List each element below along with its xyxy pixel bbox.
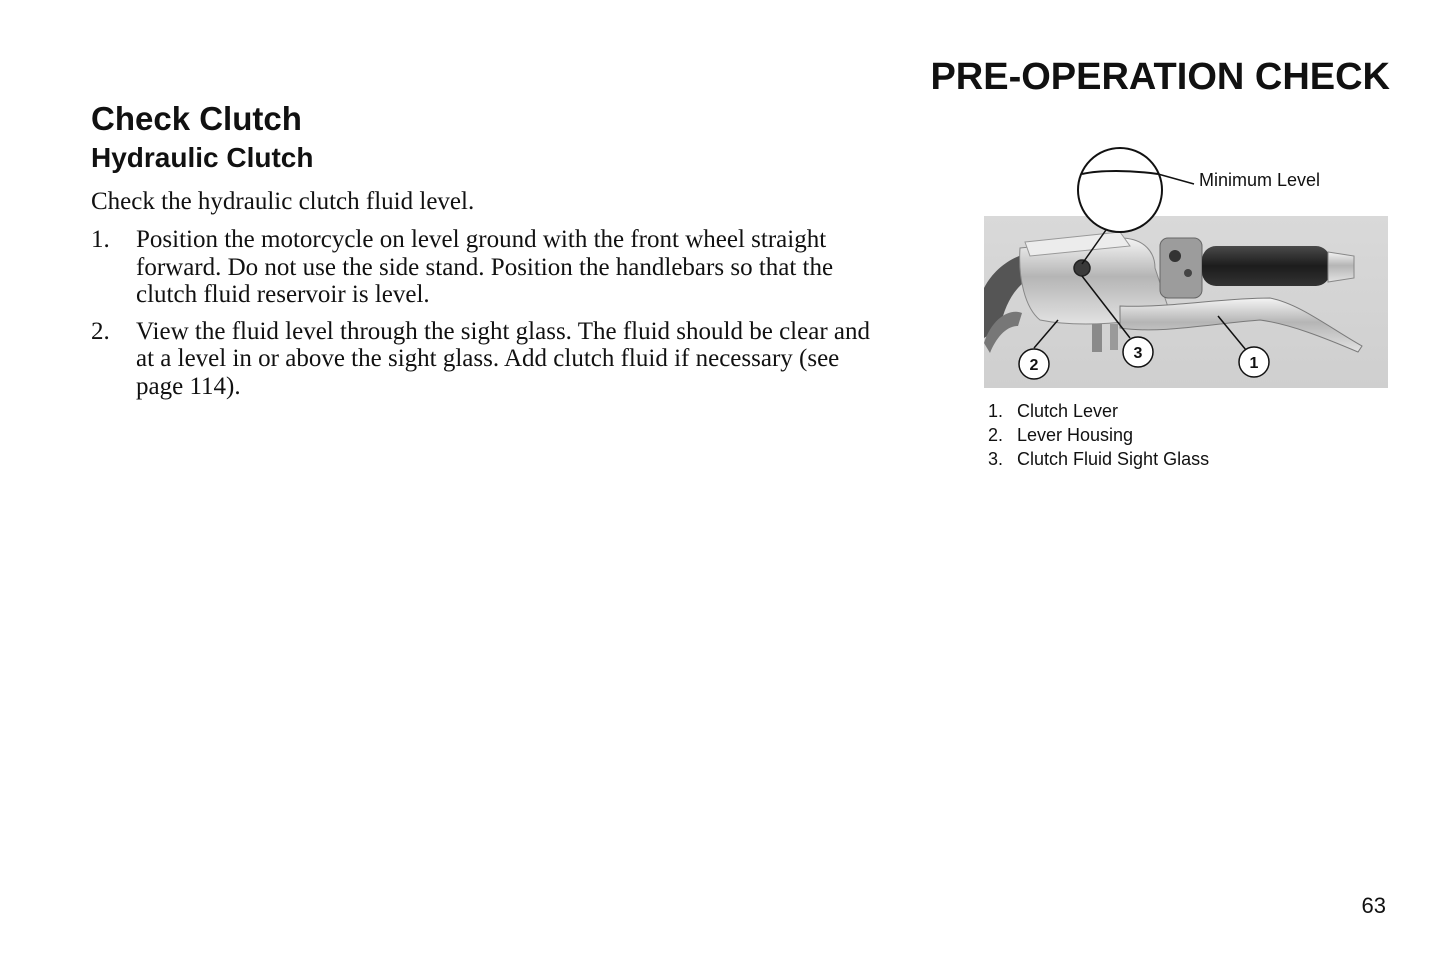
legend-label: Clutch Fluid Sight Glass bbox=[1017, 449, 1210, 469]
marker-3-label: 3 bbox=[1133, 345, 1143, 362]
step-item bbox=[91, 318, 891, 401]
subheading-hydraulic-clutch: Hydraulic Clutch bbox=[91, 142, 314, 173]
legend-item bbox=[988, 423, 1209, 447]
marker-2 bbox=[1019, 349, 1049, 379]
marker-2-label: 2 bbox=[1029, 357, 1039, 374]
steps-list bbox=[91, 226, 891, 400]
legend-number: 1. bbox=[988, 401, 1004, 421]
marker-1 bbox=[1239, 347, 1269, 377]
intro-text: Check the hydraulic clutch fluid level. bbox=[91, 188, 475, 215]
section-header: PRE-OPERATION CHECK bbox=[930, 56, 1390, 98]
marker-3 bbox=[1123, 337, 1153, 367]
figure-legend bbox=[988, 399, 1209, 471]
step-text: View the fluid level through the sight glass. The fluid should be clear and at a level in or above the sight glass. Add clutch fluid if necessary (see page 114). bbox=[136, 317, 870, 400]
legend-number: 3. bbox=[988, 449, 1004, 469]
legend-item bbox=[988, 447, 1209, 471]
page-number: 63 bbox=[1361, 893, 1386, 918]
marker-1-label: 1 bbox=[1249, 355, 1259, 372]
step-item bbox=[91, 226, 891, 309]
clutch-lever-illustration bbox=[970, 138, 1400, 398]
step-number: 2. bbox=[91, 317, 110, 345]
handlebar-grip bbox=[1202, 246, 1330, 286]
legend-label: Lever Housing bbox=[1017, 425, 1134, 445]
step-number: 1. bbox=[91, 226, 110, 253]
step-text: Position the motorcycle on level ground with the front wheel straight forward. Do not use the side stand. Position the handlebars so that the clutch fluid reservoir is level. bbox=[136, 226, 834, 308]
legend-label: Clutch Lever bbox=[1017, 401, 1119, 421]
legend-number: 2. bbox=[988, 425, 1004, 445]
content-column bbox=[91, 98, 891, 409]
legend-item bbox=[988, 399, 1209, 423]
minimum-level-label: Minimum Level bbox=[1199, 170, 1321, 190]
sight-glass bbox=[1074, 260, 1090, 276]
heading-check-clutch: Check Clutch bbox=[91, 100, 302, 137]
magnifier-circle bbox=[1078, 148, 1162, 232]
